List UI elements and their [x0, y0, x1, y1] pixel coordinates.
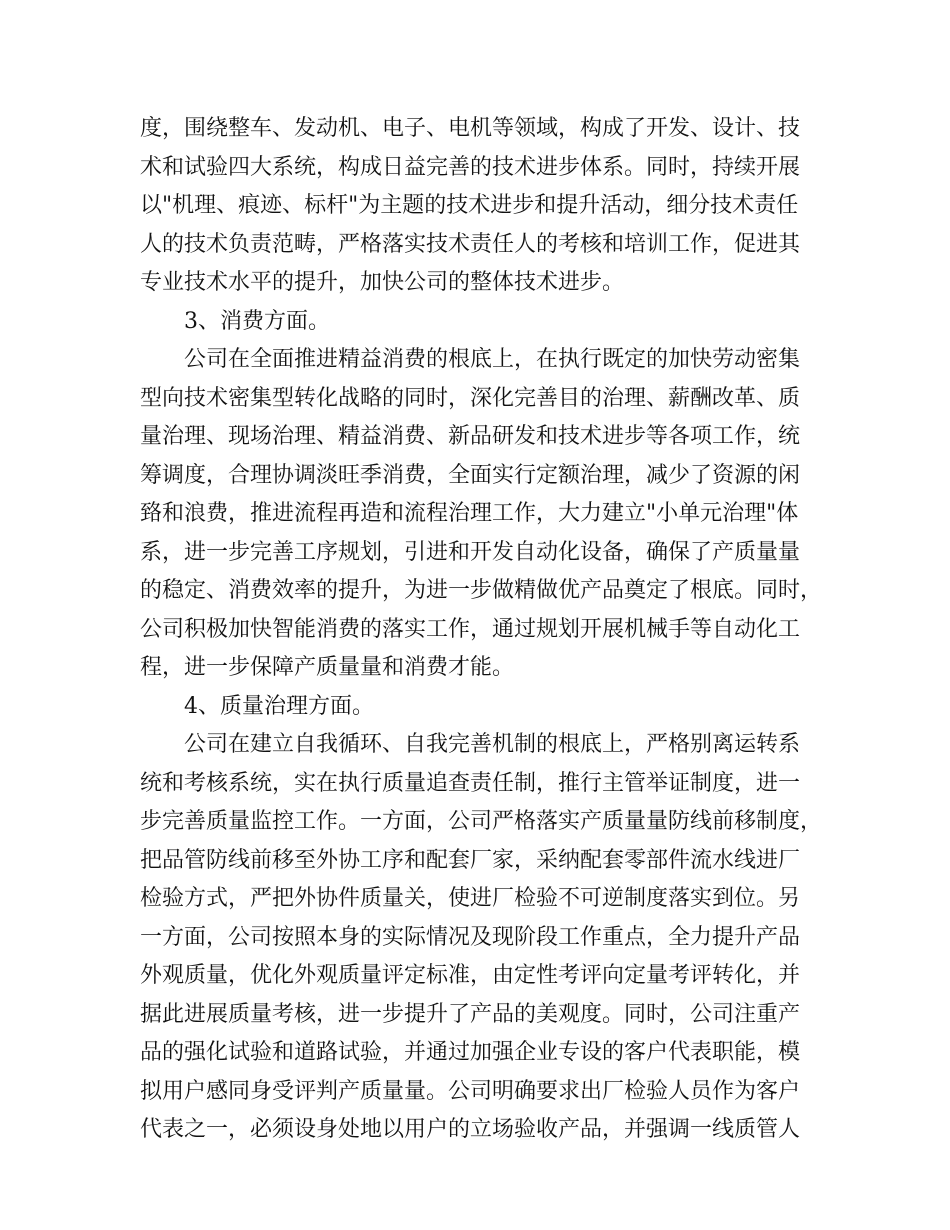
text-line: 代表之一，必须设身处地以用户的立场验收产品，并强调一线质管人	[140, 1117, 801, 1142]
text-line: 人的技术负责范畴，严格落实技术责任人的考核和培训工作，促进其	[140, 231, 801, 257]
text-line: 3、消费方面。	[184, 308, 330, 334]
text-line: 以"机理、痕迹、标杆"为主题的技术进步和提升活动，细分技术责任	[140, 193, 799, 218]
text-line: 4、质量治理方面。	[184, 693, 374, 719]
text-line: 公司在建立自我循环、自我完善机制的根底上，严格别离运转系	[184, 732, 801, 757]
text-line: 度，围绕整车、发动机、电子、电机等领域，构成了开发、设计、技	[140, 116, 801, 141]
text-line: 程，进一步保障产质量量和消费才能。	[140, 655, 515, 680]
text-line: 把品管防线前移至外协工序和配套厂家，采纳配套零部件流水线进厂	[140, 847, 801, 873]
text-line: 公司在全面推进精益消费的根底上，在执行既定的加快劳动密集	[184, 347, 801, 372]
body-paragraph	[140, 110, 820, 303]
body-paragraph	[140, 341, 823, 688]
text-line: 外观质量，优化外观质量评定标准，由定性考评向定量考评转化，并	[140, 963, 801, 988]
text-line: 术和试验四大系统，构成日益完善的技术进步体系。同时，持续开展	[140, 154, 801, 180]
text-line: 专业技术水平的提升，加快公司的整体技术进步。	[140, 270, 625, 295]
body-paragraph	[140, 726, 823, 1150]
text-line: 步完善质量监控工作。一方面，公司严格落实产质量量防线前移制度，	[140, 809, 823, 834]
text-line: 检验方式，严把外协件质量关，使进厂检验不可逆制度落实到位。另	[140, 886, 801, 911]
text-line: 臵和浪费，推进流程再造和流程治理工作，大力建立"小单元治理"体	[140, 501, 799, 526]
text-line: 的稳定、消费效率的提升，为进一步做精做优产品奠定了根底。同时，	[140, 578, 823, 603]
section-heading	[140, 688, 820, 727]
text-line: 一方面，公司按照本身的实际情况及现阶段工作重点，全力提升产品	[140, 924, 801, 950]
text-line: 筹调度，合理协调淡旺季消费，全面实行定额治理，减少了资源的闲	[140, 462, 801, 488]
text-line: 公司积极加快智能消费的落实工作，通过规划开展机械手等自动化工	[140, 616, 801, 642]
text-line: 统和考核系统，实在执行质量追查责任制，推行主管举证制度，进一	[140, 770, 801, 796]
text-line: 据此进展质量考核，进一步提升了产品的美观度。同时，公司注重产	[140, 1001, 801, 1027]
section-heading	[140, 303, 820, 342]
text-line: 品的强化试验和道路试验，并通过加强企业专设的客户代表职能，模	[140, 1040, 801, 1065]
text-line: 拟用户感同身受评判产质量量。公司明确要求出厂检验人员作为客户	[140, 1078, 801, 1104]
document-body	[140, 110, 823, 1150]
text-line: 系，进一步完善工序规划，引进和开发自动化设备，确保了产质量量	[140, 539, 801, 565]
text-line: 量治理、现场治理、精益消费、新品研发和技术进步等各项工作，统	[140, 424, 801, 449]
text-line: 型向技术密集型转化战略的同时，深化完善目的治理、薪酬改革、质	[140, 385, 801, 411]
